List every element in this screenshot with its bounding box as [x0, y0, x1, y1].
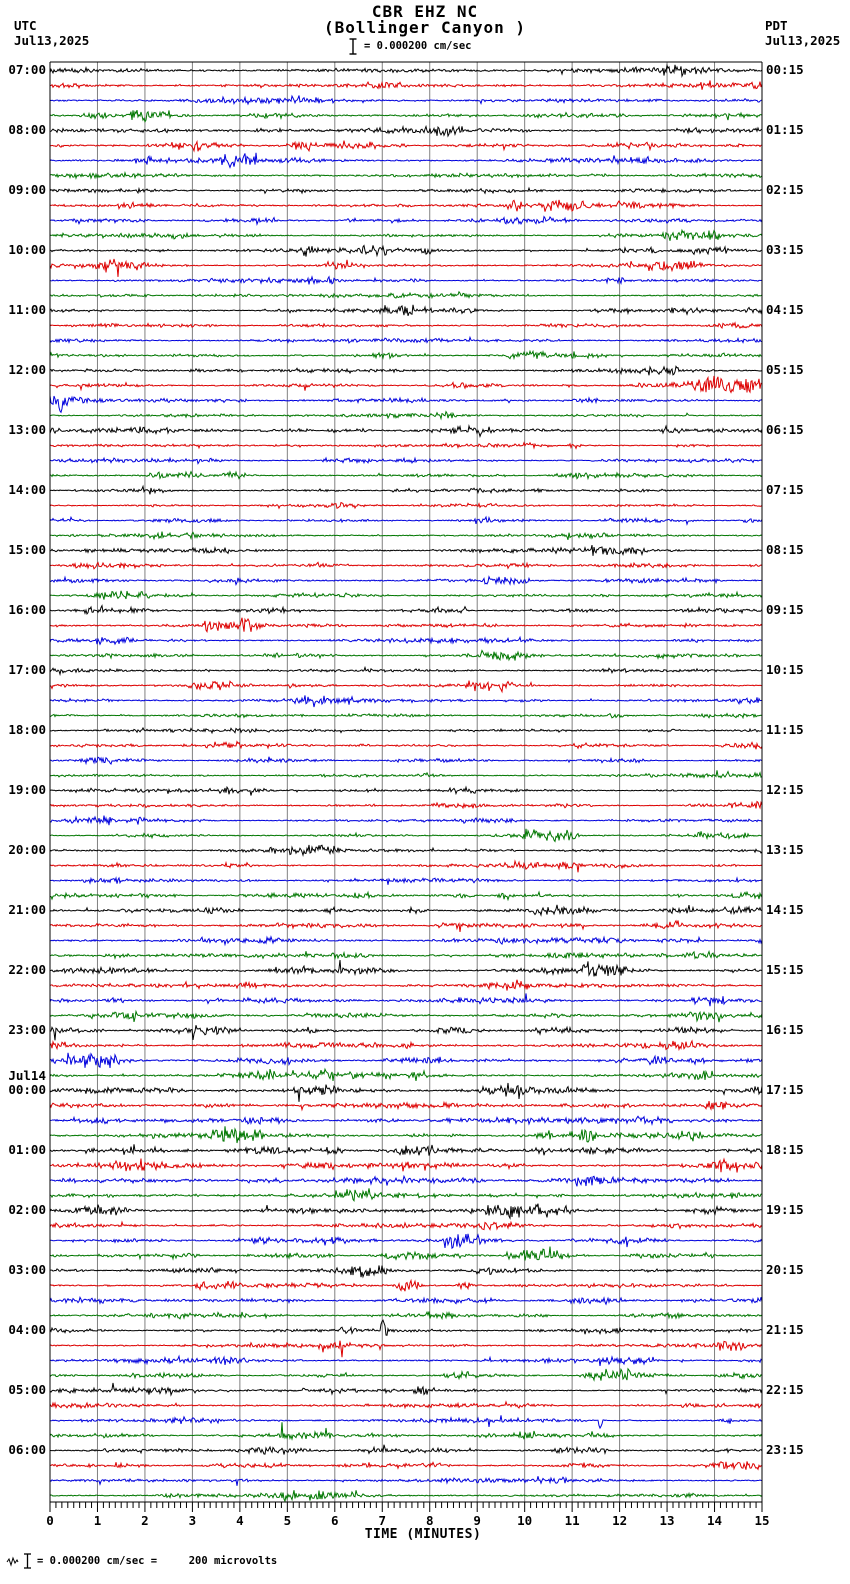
utc-hour-label: 12:00: [8, 362, 46, 377]
seismo-trace: [50, 230, 762, 241]
seismo-trace: [50, 1422, 762, 1439]
seismo-trace: [50, 905, 762, 915]
seismo-trace: [50, 1083, 762, 1102]
seismo-trace: [50, 458, 762, 464]
pdt-hour-label: 00:15: [766, 62, 804, 77]
seismo-trace: [50, 1234, 762, 1248]
pdt-hour-label: 08:15: [766, 542, 804, 557]
seismo-trace: [50, 173, 762, 178]
seismo-trace: [50, 618, 762, 632]
seismo-trace: [50, 351, 762, 359]
seismo-trace: [50, 517, 762, 524]
x-tick-label: 14: [707, 1513, 723, 1528]
seismo-trace: [50, 188, 762, 193]
microvolts-waveform-icon: [6, 1555, 19, 1567]
pdt-hour-label: 14:15: [766, 902, 804, 917]
utc-hour-label: 23:00: [8, 1022, 46, 1037]
seismo-trace: [50, 637, 762, 644]
utc-hour-label: 13:00: [8, 422, 46, 437]
x-tick-label: 12: [612, 1513, 628, 1528]
pdt-hour-label: 03:15: [766, 242, 804, 257]
seismo-trace: [50, 1445, 762, 1455]
footer-scale-note: [6, 1550, 277, 1572]
x-tick-label: 6: [331, 1513, 339, 1528]
footer-ibeam-icon: [23, 1552, 32, 1570]
seismo-trace: [50, 1265, 762, 1277]
x-tick-label: 11: [564, 1513, 580, 1528]
seismo-trace: [50, 1383, 762, 1395]
seismo-trace: [50, 1312, 762, 1319]
x-tick-label: 0: [46, 1513, 54, 1528]
seismo-trace: [50, 951, 762, 958]
utc-hour-label: 01:00: [8, 1142, 46, 1157]
seismo-trace: [50, 1341, 762, 1358]
pdt-hour-label: 13:15: [766, 842, 804, 857]
pdt-hour-label: 04:15: [766, 302, 804, 317]
page-title: CBR EHZ NC: [371, 2, 479, 21]
seismo-trace: [50, 141, 762, 152]
pdt-hour-label: 18:15: [766, 1142, 804, 1157]
seismo-trace: [50, 472, 762, 479]
utc-hour-label: 07:00: [8, 62, 46, 77]
seismo-trace: [50, 1012, 762, 1023]
x-tick-label: 3: [188, 1513, 197, 1528]
seismo-trace: [50, 153, 762, 168]
seismo-trace: [50, 277, 762, 285]
seismo-trace: [50, 714, 762, 718]
seismo-trace: [50, 1490, 762, 1501]
pdt-hour-label: 01:15: [766, 122, 804, 137]
seismo-trace: [50, 126, 762, 136]
seismo-trace: [50, 1320, 762, 1335]
seismo-trace: [50, 1222, 762, 1229]
pdt-hour-label: 07:15: [766, 482, 804, 497]
seismo-trace: [50, 1204, 762, 1218]
seismo-trace: [50, 921, 762, 932]
pdt-hour-label: 10:15: [766, 662, 804, 677]
seismo-trace: [50, 770, 762, 777]
seismo-trace: [50, 937, 762, 945]
seismo-trace: [50, 366, 762, 375]
seismo-trace: [50, 1069, 762, 1081]
pdt-hour-label: 15:15: [766, 962, 804, 977]
seismo-trace: [50, 1176, 762, 1186]
utc-hour-label: 11:00: [8, 302, 46, 317]
seismo-trace: [50, 443, 762, 449]
utc-hour-label: 08:00: [8, 122, 46, 137]
utc-hour-label: 17:00: [8, 662, 46, 677]
utc-hour-label: 19:00: [8, 782, 46, 797]
pdt-hour-label: 19:15: [766, 1202, 804, 1217]
seismo-trace: [50, 1126, 762, 1143]
seismo-trace: [50, 562, 762, 568]
seismo-trace: [50, 532, 762, 540]
seismo-trace: [50, 1247, 762, 1261]
seismo-trace: [50, 861, 762, 872]
pdt-hour-label: 09:15: [766, 602, 804, 617]
seismo-trace: [50, 1041, 762, 1049]
seismo-trace: [50, 651, 762, 661]
seismo-trace: [50, 1476, 762, 1486]
seismo-trace: [50, 412, 762, 419]
seismo-trace: [50, 1188, 762, 1200]
utc-hour-label: 16:00: [8, 602, 46, 617]
seismo-trace: [50, 1144, 762, 1155]
x-tick-label: 4: [236, 1513, 244, 1528]
seismo-trace: [50, 1402, 762, 1408]
seismo-trace: [50, 292, 762, 298]
seismo-trace: [50, 1053, 762, 1068]
scale-label: = 0.000200 cm/sec: [364, 40, 472, 52]
x-tick-label: 5: [283, 1513, 292, 1528]
seismo-trace: [50, 259, 762, 277]
utc-hour-label: 09:00: [8, 182, 46, 197]
seismo-trace: [50, 787, 762, 795]
seismo-trace: [50, 1415, 762, 1428]
pdt-hour-label: 23:15: [766, 1442, 804, 1457]
pdt-hour-label: 06:15: [766, 422, 804, 437]
utc-hour-label: 14:00: [8, 482, 46, 497]
footer-scale-text: = 0.000200 cm/sec = 200 microvolts: [37, 1555, 278, 1567]
pdt-hour-label: 17:15: [766, 1082, 804, 1097]
pdt-hour-label: 21:15: [766, 1322, 804, 1337]
seismo-trace: [50, 65, 762, 76]
seismo-trace: [50, 396, 762, 413]
seismo-trace: [50, 486, 762, 494]
utc-hour-label: 02:00: [8, 1202, 46, 1217]
pdt-hour-label: 20:15: [766, 1262, 804, 1277]
x-tick-label: 8: [425, 1513, 434, 1528]
right-timezone: PDT: [765, 18, 788, 33]
seismo-trace: [50, 110, 762, 122]
seismo-trace: [50, 1101, 762, 1110]
seismo-trace: [50, 757, 762, 764]
seismo-trace: [50, 728, 762, 733]
seismo-trace: [50, 816, 762, 826]
utc-hour-label: 05:00: [8, 1382, 46, 1397]
seismo-trace: [50, 1025, 762, 1040]
seismo-trace: [50, 980, 762, 991]
pdt-hour-label: 05:15: [766, 362, 804, 377]
seismo-trace: [50, 376, 762, 393]
seismo-trace: [50, 845, 762, 855]
seismo-trace: [50, 681, 762, 692]
seismo-trace: [50, 96, 762, 105]
x-tick-label: 15: [754, 1513, 770, 1528]
seismo-trace: [50, 1369, 762, 1381]
seismo-trace: [50, 742, 762, 750]
left-timezone: UTC: [14, 18, 37, 33]
x-tick-label: 10: [517, 1513, 533, 1528]
seismo-trace: [50, 878, 762, 885]
seismo-trace: [50, 1281, 762, 1292]
seismo-trace: [50, 829, 762, 842]
seismo-trace: [50, 1297, 762, 1304]
pdt-hour-label: 16:15: [766, 1022, 804, 1037]
seismo-trace: [50, 245, 762, 256]
seismo-trace: [50, 503, 762, 509]
right-date: Jul13,2025: [765, 33, 841, 48]
x-tick-label: 2: [141, 1513, 149, 1528]
seismo-trace: [50, 200, 762, 212]
seismo-trace: [50, 695, 762, 707]
pdt-hour-label: 22:15: [766, 1382, 804, 1397]
left-date: Jul13,2025: [14, 33, 90, 48]
pdt-hour-label: 11:15: [766, 722, 804, 737]
utc-day-break-label: Jul14: [8, 1068, 46, 1083]
utc-hour-label: 00:00: [8, 1082, 46, 1097]
page-subtitle: (Bollinger Canyon ): [323, 18, 527, 37]
seismo-trace: [50, 426, 762, 436]
pdt-hour-label: 02:15: [766, 182, 804, 197]
pdt-hour-label: 12:15: [766, 782, 804, 797]
seismo-trace: [50, 1116, 762, 1124]
utc-hour-label: 18:00: [8, 722, 46, 737]
utc-hour-label: 03:00: [8, 1262, 46, 1277]
utc-hour-label: 04:00: [8, 1322, 46, 1337]
utc-hour-label: 15:00: [8, 542, 46, 557]
seismo-trace: [50, 81, 762, 90]
utc-hour-label: 20:00: [8, 842, 46, 857]
x-tick-label: 9: [473, 1513, 481, 1528]
utc-hour-label: 22:00: [8, 962, 46, 977]
seismo-trace: [50, 305, 762, 316]
seismo-trace: [50, 993, 762, 1006]
utc-hour-label: 06:00: [8, 1442, 46, 1457]
seismo-trace: [50, 802, 762, 809]
seismo-trace: [50, 1461, 762, 1469]
seismo-trace: [50, 606, 762, 614]
seismo-trace: [50, 1356, 762, 1366]
seismo-trace: [50, 323, 762, 328]
x-tick-label: 7: [378, 1513, 387, 1528]
x-tick-label: 1: [93, 1513, 102, 1528]
seismo-trace: [50, 960, 762, 976]
seismo-trace: [50, 892, 762, 900]
seismo-trace: [50, 217, 762, 225]
seismo-trace: [50, 668, 762, 675]
seismo-trace: [50, 545, 762, 556]
seismo-trace: [50, 577, 762, 585]
seismo-trace: [50, 337, 762, 343]
x-tick-label: 13: [659, 1513, 675, 1528]
seismo-trace: [50, 591, 762, 600]
seismo-trace: [50, 1159, 762, 1173]
utc-hour-label: 21:00: [8, 902, 46, 917]
x-axis-title: TIME (MINUTES): [364, 1527, 482, 1542]
utc-hour-label: 10:00: [8, 242, 46, 257]
